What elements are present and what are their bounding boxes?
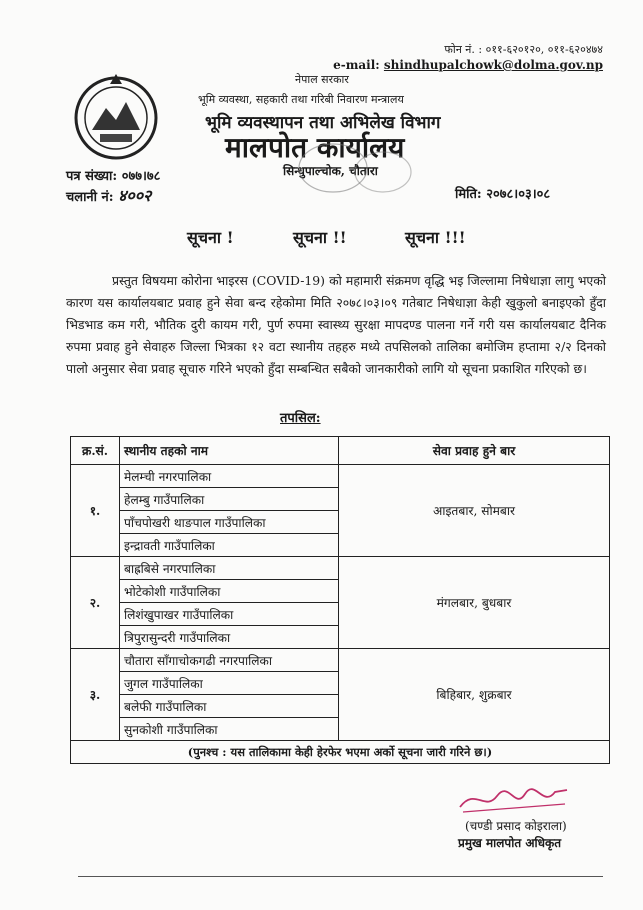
schedule-title: तपसिल: <box>280 411 321 426</box>
email-line <box>333 58 603 72</box>
local-level-name: सुनकोशी गाउँपालिका <box>120 718 339 741</box>
schedule-footnote: (पुनश्च : यस तालिकामा केही हेरफेर भएमा अर्को सूचना जारी गरिने छ।) <box>71 741 610 764</box>
local-level-name: इन्द्रावती गाउँपालिका <box>120 534 339 557</box>
local-level-name: बाह्रबिसे नगरपालिका <box>120 557 339 580</box>
notice-title: सूचना !!! <box>405 228 466 247</box>
local-level-name: जुगल गाउँपालिका <box>120 672 339 695</box>
nepal-emblem-icon <box>70 70 162 162</box>
serial-number: २. <box>71 557 120 649</box>
service-days: मंगलबार, बुधबार <box>339 557 610 649</box>
schedule-table <box>70 436 610 764</box>
email-link[interactable]: shindhupalchowk@dolma.gov.np <box>383 58 603 72</box>
country-name: नेपाल सरकार <box>295 73 349 86</box>
notice-body-text: प्रस्तुत विषयमा कोरोना भाइरस (COVID-19) को महामारी संक्रमण वृद्धि भइ जिल्लामा निषेधाज्ञा लागु भएको कारण यस कार्यालयबाट प्रवाह हुने सेवा बन्द रहेकोमा मिति २०७८।०३।०९ गतेबाट निषेधाज्ञा केही खुकुलो बनाइएको हुँदा भिडभाड कम गरी, भौतिक दुरी कायम गरी, पुर्ण रुपमा स्वास्थ्य सुरक्षा मापदण्ड पालना गर्ने गरी यस कार्यालयबाट दैनिक रुपमा प्रवाह हुने सेवाहरु जिल्ला भित्रका १२ वटा स्थानीय तहहरु मध्ये तपसिलको तालिका बमोजिम हप्तामा २/२ दिनको पालो अनुसार सेवा प्रवाह सूचारु गरिने भएको हुँदा सम्बन्धित सबैको जानकारीको लागि यो सूचना प्रकाशित गरिएको छ। <box>66 273 606 376</box>
local-level-name: त्रिपुरासुन्दरी गाउँपालिका <box>120 626 339 649</box>
office-location: सिन्धुपाल्चोक, चौतारा <box>283 164 378 178</box>
notice-body <box>66 270 606 380</box>
column-header-service-days: सेवा प्रवाह हुने बार <box>339 437 610 465</box>
local-level-name: लिशंखुपाखर गाउँपालिका <box>120 603 339 626</box>
service-days: आइतबार, सोमबार <box>339 465 610 557</box>
letter-number-value: ०७७।७८ <box>121 169 161 184</box>
signatory-designation: प्रमुख मालपोत अधिकृत <box>458 836 562 850</box>
notice-title: सूचना !! <box>293 228 347 247</box>
letter-number <box>66 166 160 184</box>
office-name: मालपोत कार्यालय <box>225 131 405 164</box>
date-label: मिति: <box>455 187 482 202</box>
date-value: २०७८।०३।०८ <box>486 187 551 202</box>
serial-number: १. <box>71 465 120 557</box>
office-stamp-icon <box>295 140 415 195</box>
table-row <box>71 465 610 488</box>
dispatch-number-value: ४००२ <box>118 186 152 205</box>
signature-icon <box>455 782 575 817</box>
column-header-sn: क्र.सं. <box>71 437 120 465</box>
phone-number: फोन नं. : ०११-६२०१२०, ०११-६२०४७४ <box>444 43 603 56</box>
column-header-local-level: स्थानीय तहको नाम <box>120 437 339 465</box>
table-header-row <box>71 437 610 465</box>
local-level-name: चौतारा साँगाचोकगढी नगरपालिका <box>120 649 339 672</box>
local-level-name: हेलम्बु गाउँपालिका <box>120 488 339 511</box>
letter-number-label: पत्र संख्या: <box>66 169 118 184</box>
dispatch-number-label: चलानी नं: <box>66 190 114 205</box>
signatory-name: (चण्डी प्रसाद कोइराला) <box>465 819 567 833</box>
table-row <box>71 649 610 672</box>
local-level-name: मेलम्ची नगरपालिका <box>120 465 339 488</box>
table-footnote-row <box>71 741 610 764</box>
footer-divider <box>78 876 603 877</box>
service-days: बिहिबार, शुक्रबार <box>339 649 610 741</box>
email-label: e-mail: <box>333 58 380 72</box>
local-level-name: भोटेकोशी गाउँपालिका <box>120 580 339 603</box>
department-name: भूमि व्यवस्थापन तथा अभिलेख विभाग <box>205 113 441 133</box>
notice-title: सूचना ! <box>187 228 234 247</box>
local-level-name: पाँचपोखरी थाङपाल गाउँपालिका <box>120 511 339 534</box>
letter-date <box>455 184 550 202</box>
dispatch-number <box>66 184 151 206</box>
serial-number: ३. <box>71 649 120 741</box>
local-level-name: बलेफी गाउँपालिका <box>120 695 339 718</box>
ministry-name: भूमि व्यवस्था, सहकारी तथा गरिबी निवारण मन्त्रालय <box>198 93 404 106</box>
table-row <box>71 557 610 580</box>
